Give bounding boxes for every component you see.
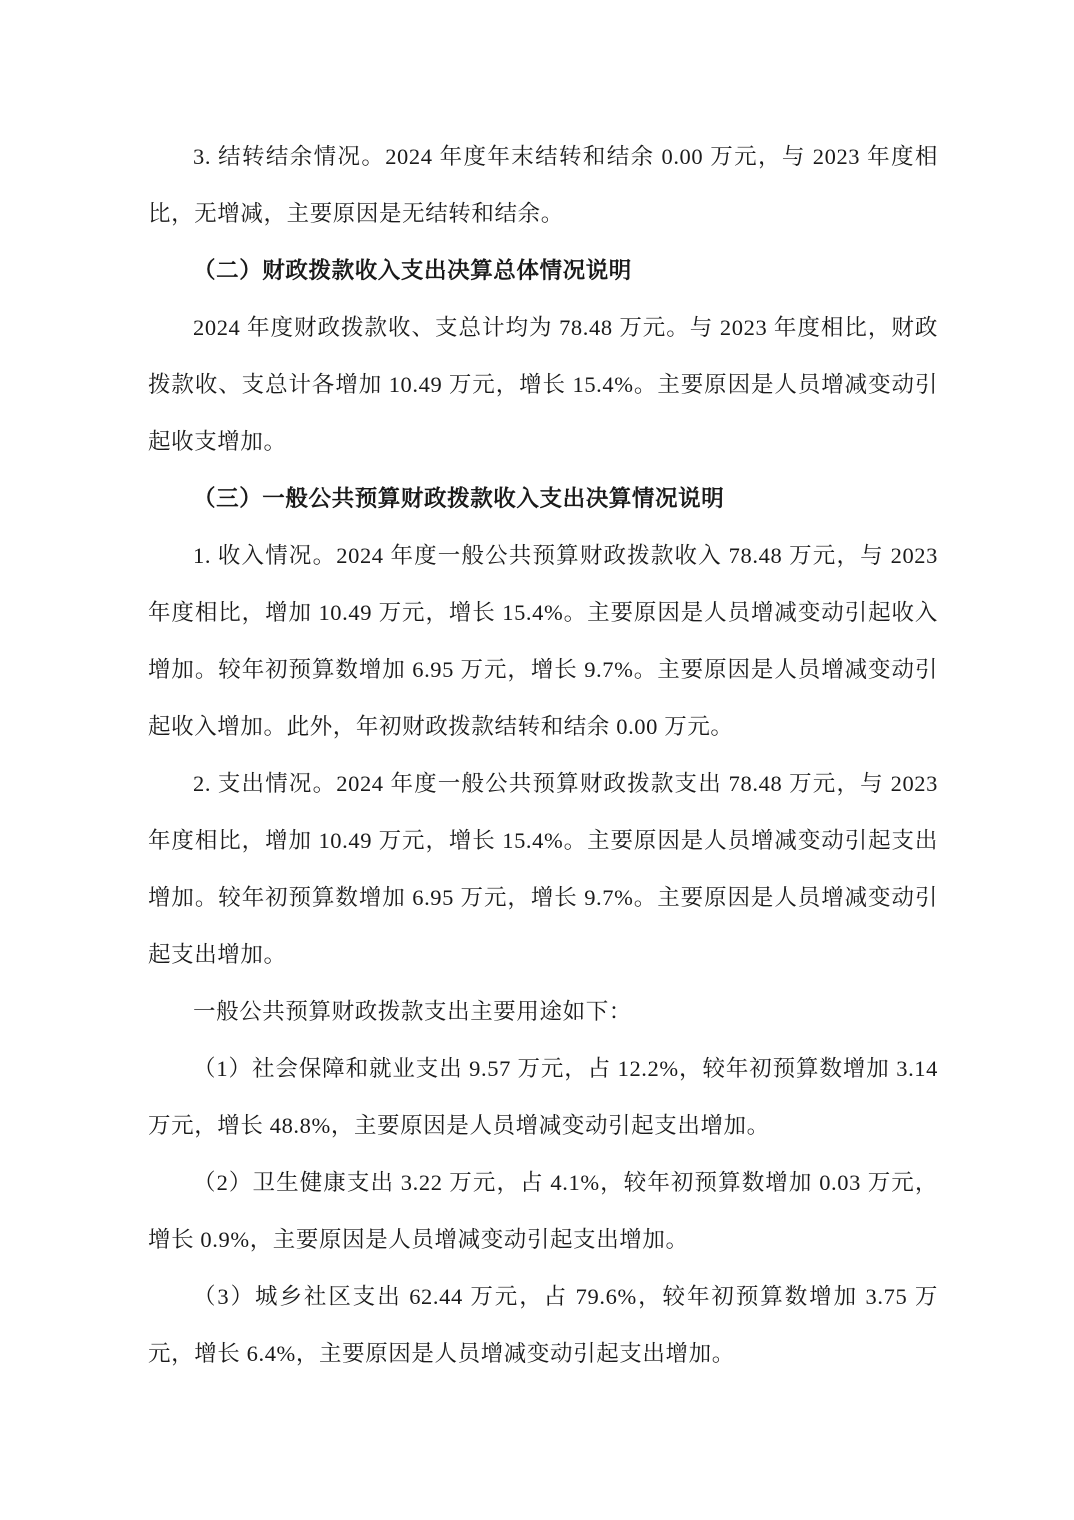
document-body [148,128,945,1382]
paragraph-carryover-balance: 3. 结转结余情况。2024 年度年末结转和结余 0.00 万元，与 2023 年度相比，无增减，主要原因是无结转和结余。 [148,144,938,226]
paragraph-heading-fiscal-appropriation-overview: （二）财政拨款收入支出决算总体情况说明 [193,258,632,283]
paragraph-fiscal-appropriation-total: 2024 年度财政拨款收、支总计均为 78.48 万元。与 2023 年度相比，财政拨款收、支总计各增加 10.49 万元，增长 15.4%。主要原因是人员增减变动引起收支增加。 [148,315,938,454]
paragraph-heading-general-public-budget: （三）一般公共预算财政拨款收入支出决算情况说明 [193,486,725,511]
paragraph-income-situation: 1. 收入情况。2024 年度一般公共预算财政拨款收入 78.48 万元，与 2023 年度相比，增加 10.49 万元，增长 15.4%。主要原因是人员增减变动引起收入增加。较年初预算数增加 6.95 万元，增长 9.7%。主要原因是人员增减变动引起收入增加。此外，年初财政拨款结转和结余 0.00 万元。 [148,543,945,739]
paragraph-item-urban-rural-community: （3）城乡社区支出 62.44 万元，占 79.6%，较年初预算数增加 3.75 万元，增长 6.4%，主要原因是人员增减变动引起支出增加。 [148,1284,938,1366]
paragraph-item-social-security-employment: （1）社会保障和就业支出 9.57 万元，占 12.2%，较年初预算数增加 3.14 万元，增长 48.8%，主要原因是人员增减变动引起支出增加。 [148,1056,945,1138]
paragraph-expenditure-situation: 2. 支出情况。2024 年度一般公共预算财政拨款支出 78.48 万元，与 2023 年度相比，增加 10.49 万元，增长 15.4%。主要原因是人员增减变动引起支出增加。较年初预算数增加 6.95 万元，增长 9.7%。主要原因是人员增减变动引起支出增加。 [148,771,945,967]
paragraph-item-health: （2）卫生健康支出 3.22 万元，占 4.1%，较年初预算数增加 0.03 万元，增长 0.9%，主要原因是人员增减变动引起支出增加。 [148,1170,938,1252]
paragraph-expenditure-usage-intro: 一般公共预算财政拨款支出主要用途如下： [193,999,632,1024]
